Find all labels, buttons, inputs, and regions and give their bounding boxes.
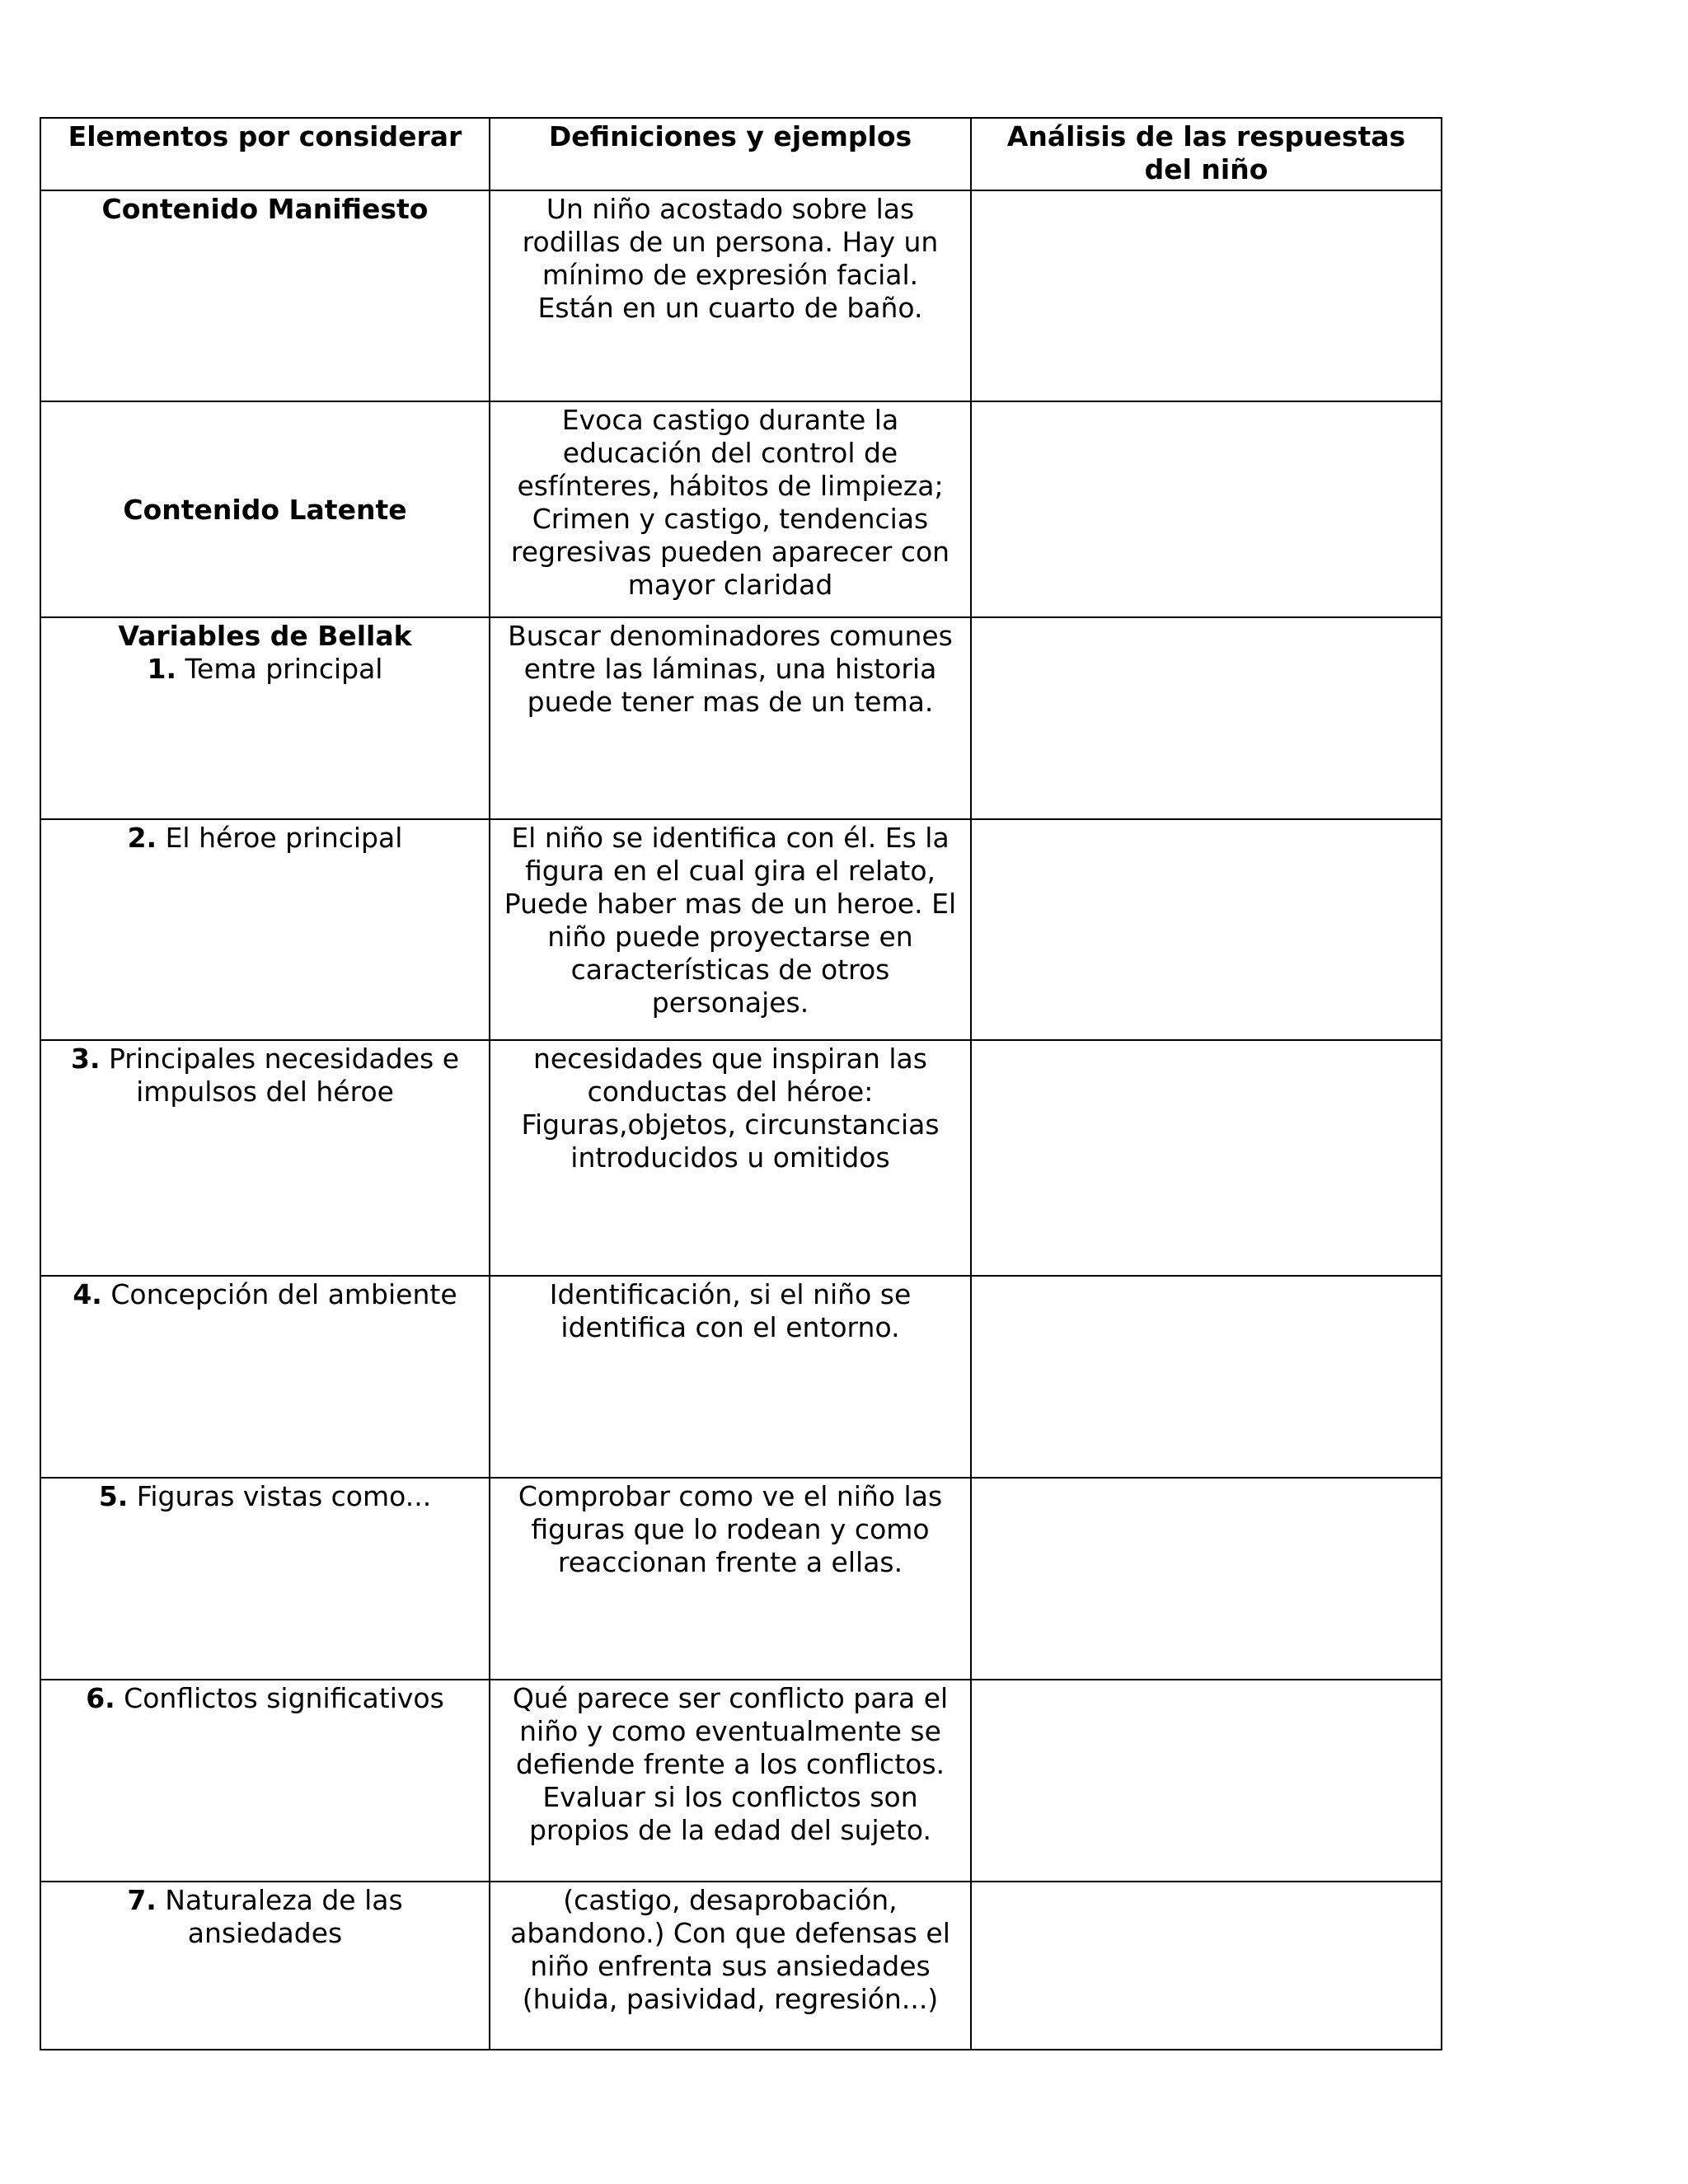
table-row bbox=[40, 1882, 1442, 2050]
header-definitions: Definiciones y ejemplos bbox=[490, 118, 971, 190]
definition-cell: Un niño acostado sobre las rodillas de un persona. Hay un mínimo de expresión facial. Están en un cuarto de baño. bbox=[490, 190, 971, 401]
header-elements: Elementos por considerar bbox=[40, 118, 490, 190]
definition-cell: Evoca castigo durante la educación del control de esfínteres, hábitos de limpieza; Crimen y castigo, tendencias regresivas pueden aparecer con mayor claridad bbox=[490, 401, 971, 617]
table-row bbox=[40, 1276, 1442, 1478]
element-cell bbox=[40, 1680, 490, 1882]
definition-cell: El niño se identifica con él. Es la figura en el cual gira el relato, Puede haber mas de un heroe. El niño puede proyectarse en características de otros personajes. bbox=[490, 819, 971, 1040]
definition-cell: Qué parece ser conflicto para el niño y como eventualmente se defiende frente a los conflictos. Evaluar si los conflictos son propios de la edad del sujeto. bbox=[490, 1680, 971, 1882]
element-cell bbox=[40, 190, 490, 401]
element-cell bbox=[40, 617, 490, 819]
definition-cell: Comprobar como ve el niño las figuras que lo rodean y como reaccionan frente a ellas. bbox=[490, 1478, 971, 1680]
element-label: El héroe principal bbox=[157, 822, 403, 854]
element-label: Concepción del ambiente bbox=[101, 1278, 457, 1310]
table-row bbox=[40, 401, 1442, 617]
element-number: 2. bbox=[127, 822, 157, 854]
element-number: 4. bbox=[73, 1278, 102, 1310]
table-row bbox=[40, 1478, 1442, 1680]
analysis-cell[interactable] bbox=[971, 1040, 1442, 1276]
element-title: Contenido Manifiesto bbox=[101, 193, 429, 225]
element-number: 5. bbox=[98, 1480, 129, 1512]
element-cell bbox=[40, 1478, 490, 1680]
element-cell bbox=[40, 1882, 490, 2050]
element-title: Contenido Latente bbox=[123, 494, 407, 526]
analysis-cell[interactable] bbox=[971, 401, 1442, 617]
element-cell bbox=[40, 401, 490, 617]
element-title: Variables de Bellak bbox=[118, 620, 412, 652]
table-row bbox=[40, 190, 1442, 401]
table-row bbox=[40, 1040, 1442, 1276]
definition-cell: Buscar denominadores comunes entre las láminas, una historia puede tener mas de un tema. bbox=[490, 617, 971, 819]
element-cell bbox=[40, 1040, 490, 1276]
analysis-cell[interactable] bbox=[971, 190, 1442, 401]
element-label: Naturaleza de las ansiedades bbox=[156, 1884, 403, 1949]
analysis-cell[interactable] bbox=[971, 1882, 1442, 2050]
bellak-analysis-table bbox=[40, 117, 1442, 2050]
element-cell bbox=[40, 1276, 490, 1478]
table-row bbox=[40, 617, 1442, 819]
element-number: 3. bbox=[70, 1043, 101, 1075]
analysis-cell[interactable] bbox=[971, 1276, 1442, 1478]
element-number: 7. bbox=[127, 1884, 157, 1916]
analysis-cell[interactable] bbox=[971, 819, 1442, 1040]
element-label: Principales necesidades e impulsos del héroe bbox=[100, 1043, 460, 1108]
analysis-cell[interactable] bbox=[971, 1478, 1442, 1680]
element-label: Tema principal bbox=[176, 653, 383, 685]
element-label: Figuras vistas como... bbox=[128, 1480, 432, 1512]
element-label: Conflictos significativos bbox=[115, 1682, 444, 1714]
element-cell bbox=[40, 819, 490, 1040]
table-row bbox=[40, 1680, 1442, 1882]
definition-cell: necesidades que inspiran las conductas del héroe: Figuras,objetos, circunstancias introducidos u omitidos bbox=[490, 1040, 971, 1276]
analysis-cell[interactable] bbox=[971, 617, 1442, 819]
element-number: 1. bbox=[147, 653, 177, 685]
table-header-row bbox=[40, 118, 1442, 190]
definition-cell: (castigo, desaprobación, abandono.) Con que defensas el niño enfrenta sus ansiedades (huida, pasividad, regresión...) bbox=[490, 1882, 971, 2050]
table-row bbox=[40, 819, 1442, 1040]
header-analysis: Análisis de las respuestas del niño bbox=[971, 118, 1442, 190]
element-number: 6. bbox=[86, 1682, 115, 1714]
analysis-cell[interactable] bbox=[971, 1680, 1442, 1882]
definition-cell: Identificación, si el niño se identifica con el entorno. bbox=[490, 1276, 971, 1478]
